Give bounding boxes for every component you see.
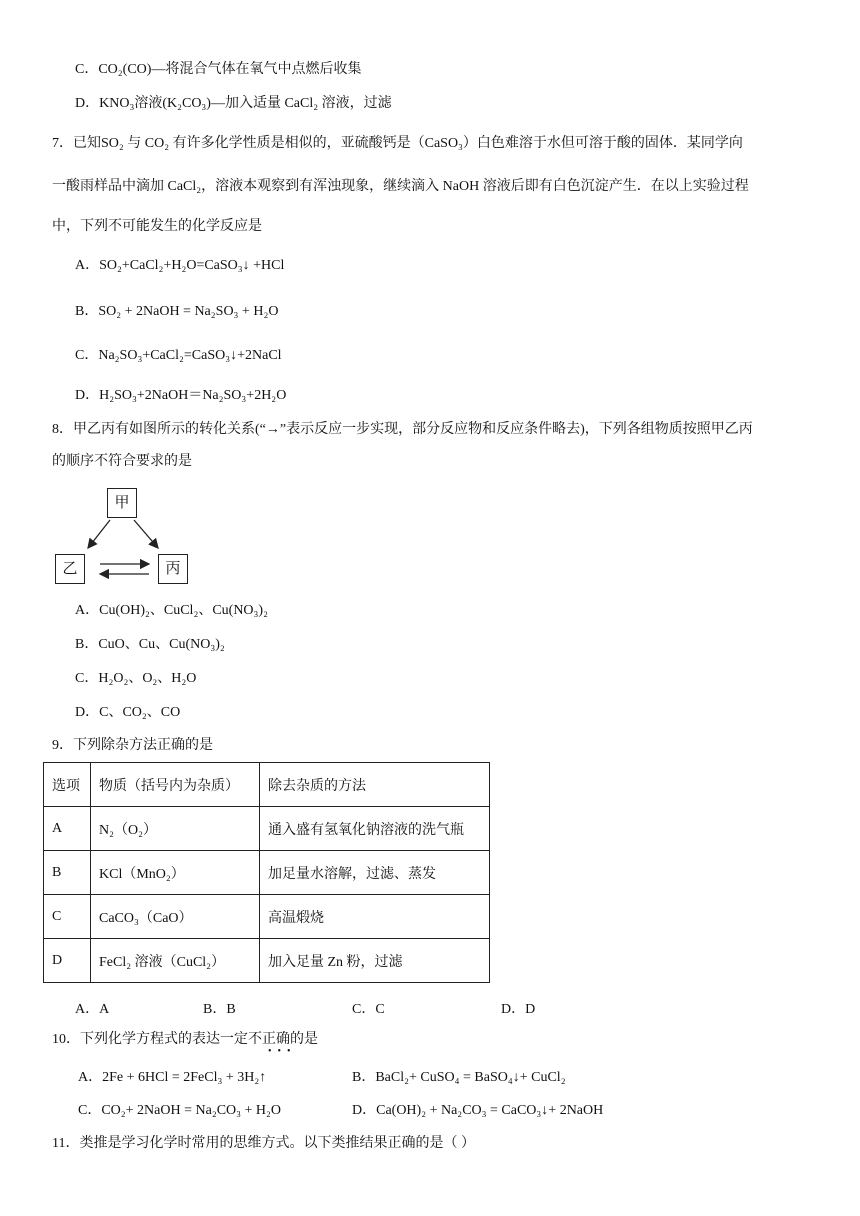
q10-option-c: C．CO₂+ 2NaOH = Na₂CO₃ + H₂O <box>78 1103 282 1118</box>
table-cell: KCl（MnO₂） <box>91 851 260 895</box>
table-cell: 加入足量 Zn 粉，过滤 <box>260 939 490 983</box>
q11-stem: 11．类推是学习化学时常用的思维方式。以下类推结果正确的是（ ） <box>52 1136 475 1151</box>
table-header-row <box>44 763 490 807</box>
table-cell: 通入盛有氢氧化钠溶液的洗气瓶 <box>260 807 490 851</box>
table-cell: N₂（O₂） <box>91 807 260 851</box>
table-cell: FeCl₂ 溶液（CuCl₂） <box>91 939 260 983</box>
table-header-cell: 选项 <box>44 763 91 807</box>
q8-option-b: B．CuO、Cu、Cu(NO₃)₂ <box>75 637 225 652</box>
q7-option-d: D．H₂SO₃+2NaOH＝Na₂SO₃+2H₂O <box>75 388 287 403</box>
q10-stem: 10．下列化学方程式的表达一定不正确的是 <box>52 1032 318 1047</box>
q7-stem-line2: 一酸雨样品中滴加 CaCl₂，溶液本观察到有浑浊现象，继续滴入 NaOH 溶液后即有白色沉淀产生．在以上实验过程 <box>52 179 749 194</box>
diagram-node-yi: 乙 <box>55 554 85 584</box>
table-row <box>44 807 490 851</box>
table-cell: A <box>44 807 91 851</box>
q10-option-a: A．2Fe + 6HCl = 2FeCl₃ + 3H₂↑ <box>78 1070 267 1085</box>
q8-stem-line2: 的顺序不符合要求的是 <box>52 454 192 469</box>
q9-option-d: D．D <box>501 1002 536 1017</box>
table-header-cell: 除去杂质的方法 <box>260 763 490 807</box>
table-row <box>44 851 490 895</box>
table-cell: C <box>44 895 91 939</box>
q6-option-c: C．CO₂(CO)—将混合气体在氧气中点燃后收集 <box>75 62 362 77</box>
table-header-cell: 物质（括号内为杂质） <box>91 763 260 807</box>
q9-option-a: A．A <box>75 1002 110 1017</box>
q10-option-d: D．Ca(OH)₂ + Na₂CO₃ = CaCO₃↓+ 2NaOH <box>352 1103 604 1118</box>
table-cell: B <box>44 851 91 895</box>
q9-option-c: C．C <box>352 1002 385 1017</box>
q8-option-a: A．Cu(OH)₂、CuCl₂、Cu(NO₃)₂ <box>75 603 268 618</box>
arrow-jia-to-bing <box>134 520 158 548</box>
q6-option-d: D．KNO₃溶液(K₂CO₃)—加入适量 CaCl₂ 溶液，过滤 <box>75 96 392 111</box>
q8-stem-line1: 8．甲乙丙有如图所示的转化关系(“→”表示反应一步实现，部分反应物和反应条件略去)，下列各组物质按照甲乙丙 <box>52 422 753 437</box>
emphasis-dots: ••• <box>268 1046 297 1057</box>
table-cell: CaCO₃（CaO） <box>91 895 260 939</box>
q9-option-b: B．B <box>203 1002 236 1017</box>
table-row <box>44 939 490 983</box>
q7-option-b: B．SO₂ + 2NaOH = Na₂SO₃ + H₂O <box>75 304 279 319</box>
q7-stem-line3: 中，下列不可能发生的化学反应是 <box>52 219 262 234</box>
q10-option-b: B．BaCl₂+ CuSO₄ = BaSO₄↓+ CuCl₂ <box>352 1070 566 1085</box>
diagram-node-jia: 甲 <box>107 488 137 518</box>
q8-option-d: D．C、CO₂、CO <box>75 705 181 720</box>
table-cell: D <box>44 939 91 983</box>
q7-option-c: C．Na₂SO₃+CaCl₂=CaSO₃↓+2NaCl <box>75 348 282 363</box>
table-cell: 加足量水溶解，过滤、蒸发 <box>260 851 490 895</box>
diagram-node-bing: 丙 <box>158 554 188 584</box>
q7-option-a: A．SO₂+CaCl₂+H₂O=CaSO₃↓ +HCl <box>75 258 285 273</box>
q9-table <box>43 762 490 983</box>
q8-option-c: C．H₂O₂、O₂、H₂O <box>75 671 197 686</box>
q9-stem: 9．下列除杂方法正确的是 <box>52 738 213 753</box>
table-row <box>44 895 490 939</box>
q7-stem-line1: 7．已知SO₂ 与 CO₂ 有许多化学性质是相似的，亚硫酸钙是（CaSO₃）白色难溶于水但可溶于酸的固体．某同学向 <box>52 136 743 151</box>
table-cell: 高温煅烧 <box>260 895 490 939</box>
conversion-diagram <box>52 486 202 588</box>
arrow-jia-to-yi <box>88 520 110 548</box>
